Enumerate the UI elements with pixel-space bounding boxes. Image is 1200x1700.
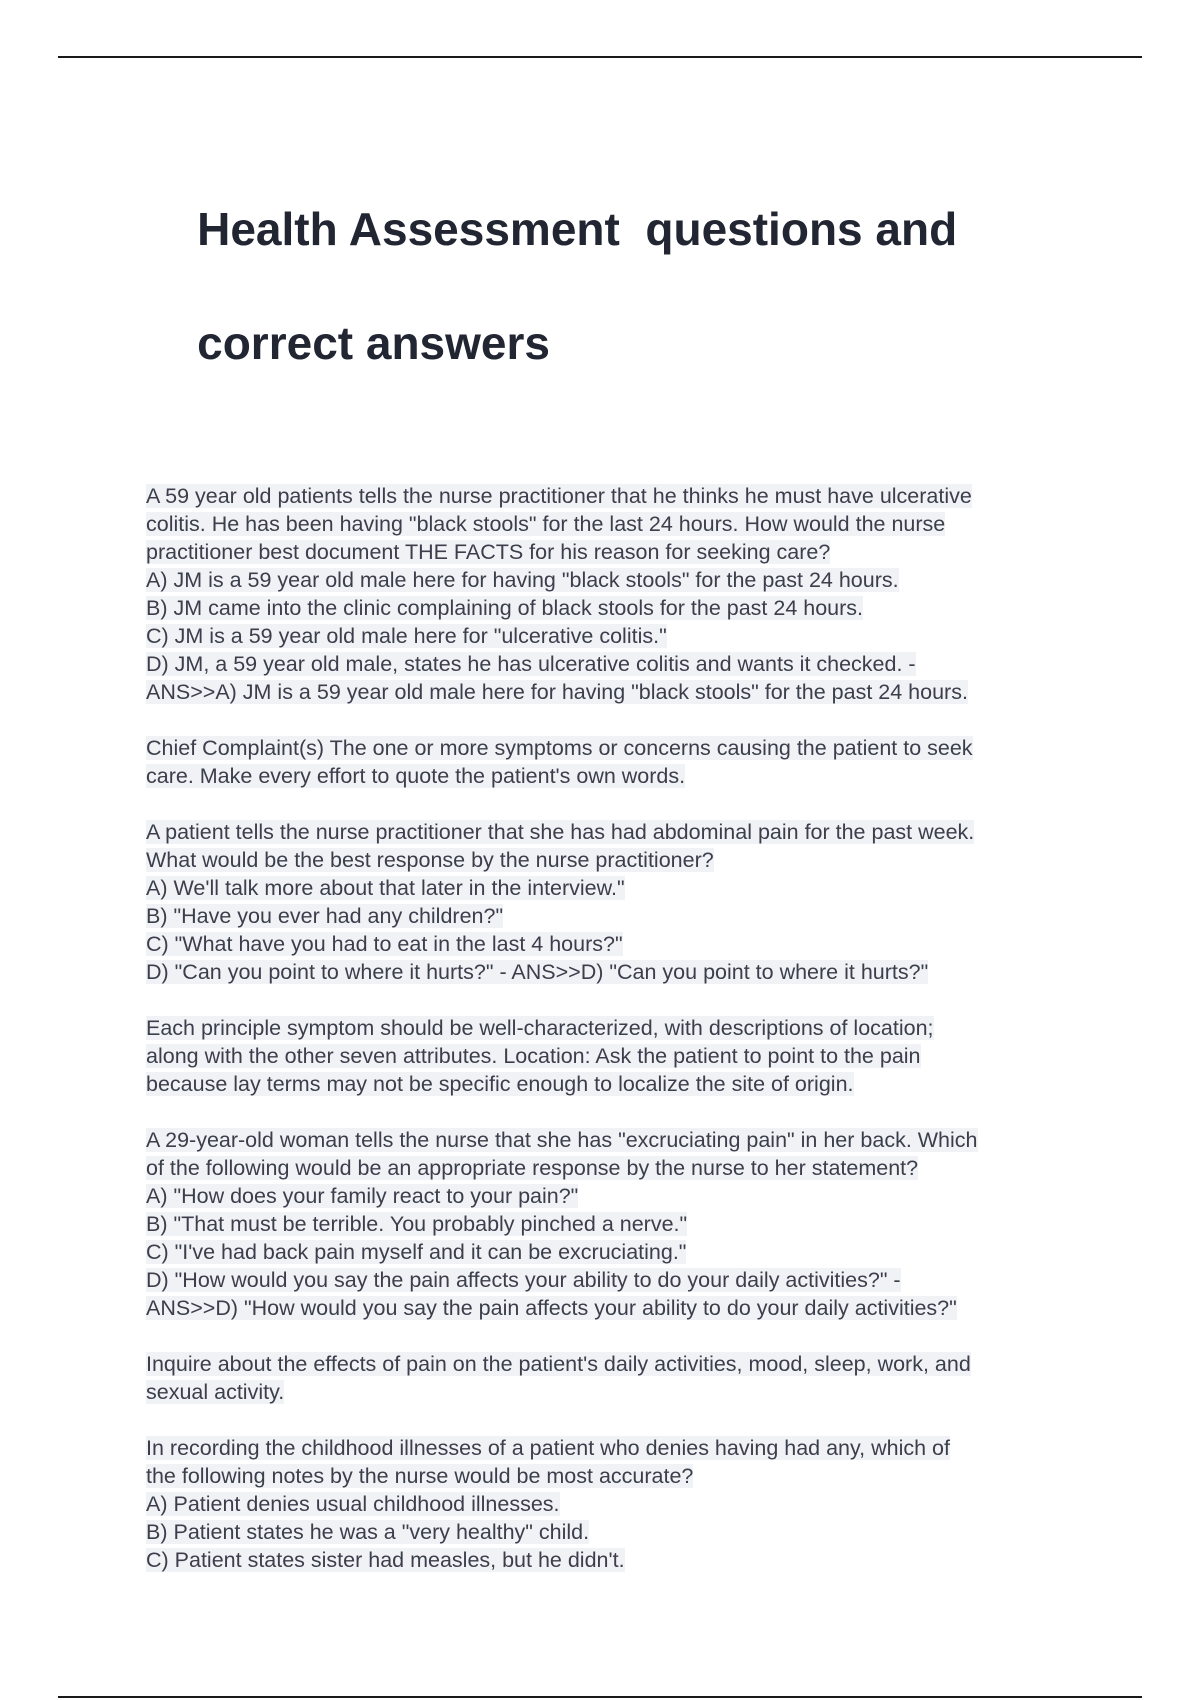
text-line <box>146 650 1086 678</box>
text-line <box>146 482 1086 510</box>
text-line <box>146 818 1086 846</box>
text-block <box>146 1014 1086 1098</box>
text-line <box>146 1210 1086 1238</box>
text-line <box>146 1182 1086 1210</box>
text-line <box>146 1042 1086 1070</box>
text-line <box>146 930 1086 958</box>
text-line-content: Each principle symptom should be well-characterized, with descriptions of location; <box>146 1016 934 1040</box>
text-line <box>146 566 1086 594</box>
document-body <box>146 482 1086 1574</box>
text-line <box>146 538 1086 566</box>
text-block <box>146 482 1086 706</box>
text-line <box>146 622 1086 650</box>
text-line-content: ANS>>A) JM is a 59 year old male here for having "black stools" for the past 24 hours. <box>146 680 968 704</box>
text-line-content: care. Make every effort to quote the patient's own words. <box>146 764 686 788</box>
text-line-content: A) Patient denies usual childhood illnesses. <box>146 1492 560 1516</box>
text-line <box>146 958 1086 986</box>
text-line <box>146 1546 1086 1574</box>
text-line-content: B) Patient states he was a "very healthy" child. <box>146 1520 590 1544</box>
text-line-content: A) We'll talk more about that later in the interview." <box>146 876 625 900</box>
text-line <box>146 874 1086 902</box>
text-line <box>146 1462 1086 1490</box>
text-line <box>146 902 1086 930</box>
text-line-content: D) "How would you say the pain affects your ability to do your daily activities?" - <box>146 1268 901 1292</box>
document-title <box>146 144 1086 429</box>
text-line-content: Chief Complaint(s) The one or more symptoms or concerns causing the patient to seek <box>146 736 973 760</box>
text-line-content: In recording the childhood illnesses of a patient who denies having had any, which of <box>146 1436 950 1460</box>
text-line-content: sexual activity. <box>146 1380 285 1404</box>
text-line-content: A) "How does your family react to your pain?" <box>146 1184 579 1208</box>
text-line-content: because lay terms may not be specific enough to localize the site of origin. <box>146 1072 854 1096</box>
text-line <box>146 1490 1086 1518</box>
title-line: correct answers <box>197 317 550 369</box>
text-line-content: C) JM is a 59 year old male here for "ulcerative colitis." <box>146 624 667 648</box>
text-line <box>146 762 1086 790</box>
bottom-rule <box>58 1696 1142 1698</box>
text-line-content: C) "What have you had to eat in the last 4 hours?" <box>146 932 623 956</box>
title-line: Health Assessment questions and <box>197 203 958 255</box>
text-line-content: C) Patient states sister had measles, but he didn't. <box>146 1548 625 1572</box>
text-block <box>146 1126 1086 1322</box>
document-content <box>146 144 1086 1602</box>
text-block <box>146 734 1086 790</box>
text-line-content: along with the other seven attributes. Location: Ask the patient to point to the pain <box>146 1044 921 1068</box>
text-line-content: D) JM, a 59 year old male, states he has ulcerative colitis and wants it checked. - <box>146 652 916 676</box>
text-line-content: B) "Have you ever had any children?" <box>146 904 504 928</box>
top-rule <box>58 56 1142 58</box>
text-line-content: D) "Can you point to where it hurts?" - ANS>>D) "Can you point to where it hurts?" <box>146 960 929 984</box>
text-line <box>146 1350 1086 1378</box>
text-line <box>146 1126 1086 1154</box>
text-line-content: What would be the best response by the nurse practitioner? <box>146 848 714 872</box>
text-line-content: of the following would be an appropriate response by the nurse to her statement? <box>146 1156 919 1180</box>
text-line-content: Inquire about the effects of pain on the patient's daily activities, mood, sleep, work, and <box>146 1352 971 1376</box>
text-line <box>146 510 1086 538</box>
text-line <box>146 594 1086 622</box>
text-line-content: B) "That must be terrible. You probably pinched a nerve." <box>146 1212 688 1236</box>
text-line <box>146 1154 1086 1182</box>
text-block <box>146 1350 1086 1406</box>
text-line-content: practitioner best document THE FACTS for his reason for seeking care? <box>146 540 831 564</box>
text-line <box>146 678 1086 706</box>
text-line <box>146 1238 1086 1266</box>
text-line <box>146 1434 1086 1462</box>
text-line <box>146 1266 1086 1294</box>
text-line-content: colitis. He has been having "black stools" for the last 24 hours. How would the nurse <box>146 512 946 536</box>
text-line <box>146 1518 1086 1546</box>
text-line-content: the following notes by the nurse would be most accurate? <box>146 1464 694 1488</box>
text-line-content: A patient tells the nurse practitioner that she has had abdominal pain for the past week. <box>146 820 975 844</box>
text-line-content: C) "I've had back pain myself and it can be excruciating." <box>146 1240 687 1264</box>
text-line-content: ANS>>D) "How would you say the pain affects your ability to do your daily activities?" <box>146 1296 957 1320</box>
text-line-content: A 59 year old patients tells the nurse practitioner that he thinks he must have ulcerative <box>146 484 972 508</box>
text-line <box>146 1014 1086 1042</box>
text-line <box>146 734 1086 762</box>
text-line-content: B) JM came into the clinic complaining of black stools for the past 24 hours. <box>146 596 864 620</box>
text-line-content: A 29-year-old woman tells the nurse that she has "excruciating pain" in her back. Which <box>146 1128 978 1152</box>
text-line-content: A) JM is a 59 year old male here for having "black stools" for the past 24 hours. <box>146 568 899 592</box>
text-block <box>146 1434 1086 1574</box>
text-line <box>146 1294 1086 1322</box>
text-block <box>146 818 1086 986</box>
text-line <box>146 846 1086 874</box>
text-line <box>146 1378 1086 1406</box>
text-line <box>146 1070 1086 1098</box>
